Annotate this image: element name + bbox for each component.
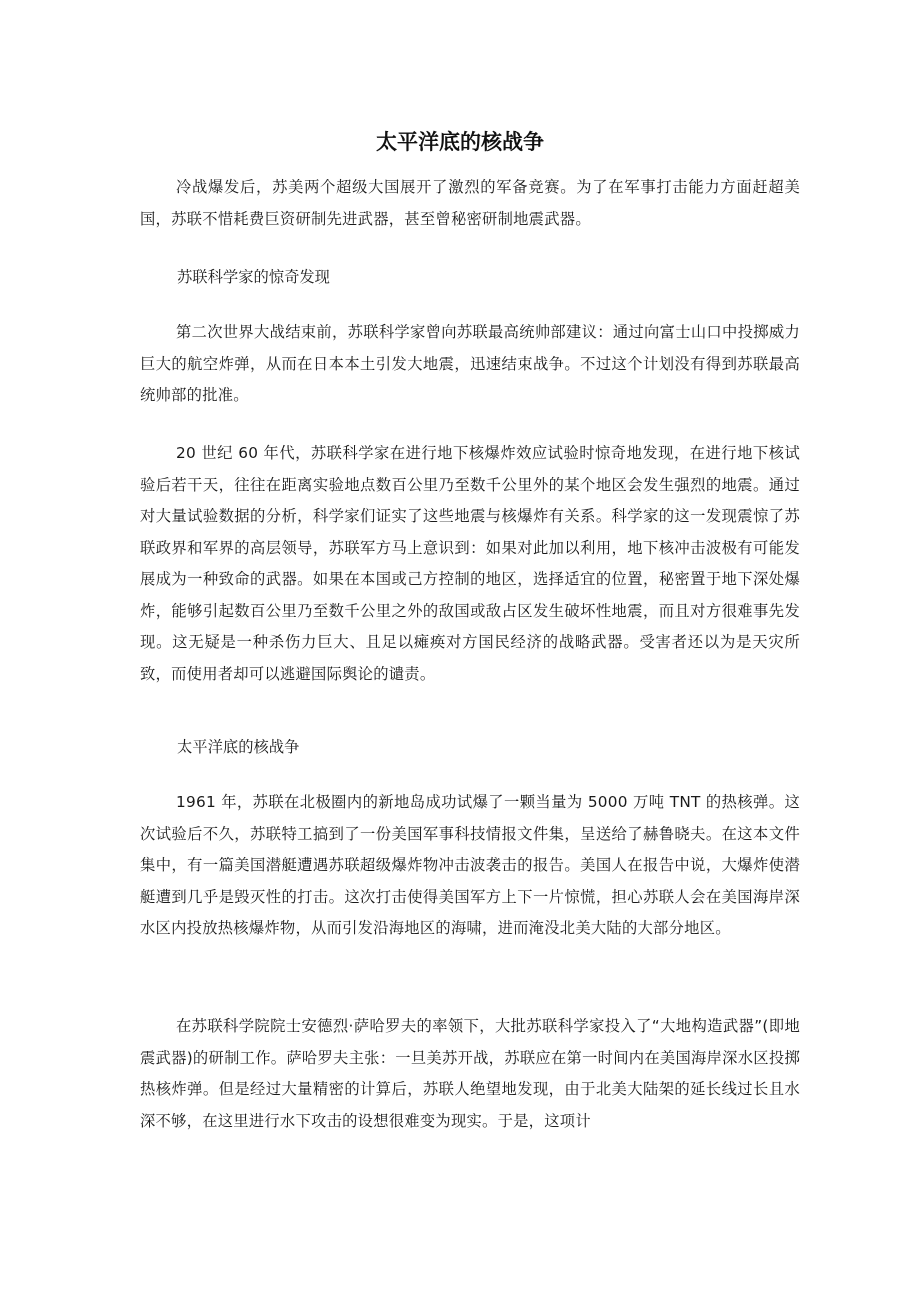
paragraph-1961-test: 1961 年，苏联在北极圈内的新地岛成功试爆了一颗当量为 5000 万吨 TNT 的热核弹。这次试验后不久，苏联特工搞到了一份美国军事科技情报文件集，呈送给了赫鲁晓夫。在这本文件集中，有一篇美国潜艇遭遇苏联超级爆炸物冲击波袭击的报告。美国人在报告中说，大爆炸使潜艇遭到几乎是毁灭性的打击。这次打击使得美国军方上下一片惊慌，担心苏联人会在美国海岸深水区内投放热核爆炸物，从而引发沿海地区的海啸，进而淹没北美大陆的大部分地区。 xyxy=(140,793,800,937)
section-heading-pacific: 太平洋底的核战争 xyxy=(177,738,300,756)
paragraph-sakharov: 在苏联科学院院士安德烈·萨哈罗夫的率领下，大批苏联科学家投入了“大地构造武器”(即地震武器)的研制工作。萨哈罗夫主张：一旦美苏开战，苏联应在第一时间内在美国海岸深水区投掷热核炸弹。但是经过大量精密的计算后，苏联人绝望地发现，由于北美大陆架的延长线过长且水深不够，在这里进行水下攻击的设想很难变为现实。于是，这项计 xyxy=(140,1017,800,1130)
section-heading-discovery: 苏联科学家的惊奇发现 xyxy=(177,268,330,286)
paragraph-ww2-proposal: 第二次世界大战结束前，苏联科学家曾向苏联最高统帅部建议：通过向富士山口中投掷威力巨大的航空炸弹，从而在日本本土引发大地震，迅速结束战争。不过这个计划没有得到苏联最高统帅部的批准。 xyxy=(140,323,800,404)
paragraph-1960s-discovery: 20 世纪 60 年代，苏联科学家在进行地下核爆炸效应试验时惊奇地发现，在进行地下核试验后若干天，往往在距离实验地点数百公里乃至数千公里外的某个地区会发生强烈的地震。通过对大量试验数据的分析，科学家们证实了这些地震与核爆炸有关系。科学家的这一发现震惊了苏联政界和军界的高层领导，苏联军方马上意识到：如果对此加以利用，地下核冲击波极有可能发展成为一种致命的武器。如果在本国或己方控制的地区，选择适宜的位置，秘密置于地下深处爆炸，能够引起数百公里乃至数千公里之外的敌国或敌占区发生破坏性地震，而且对方很难事先发现。这无疑是一种杀伤力巨大、且足以瘫痪对方国民经济的战略武器。受害者还以为是天灾所致，而使用者却可以逃避国际舆论的谴责。 xyxy=(140,444,800,683)
document-title: 太平洋底的核战争 xyxy=(376,130,544,154)
paragraph-intro: 冷战爆发后，苏美两个超级大国展开了激烈的军备竞赛。为了在军事打击能力方面赶超美国，苏联不惜耗费巨资研制先进武器，甚至曾秘密研制地震武器。 xyxy=(140,178,800,228)
